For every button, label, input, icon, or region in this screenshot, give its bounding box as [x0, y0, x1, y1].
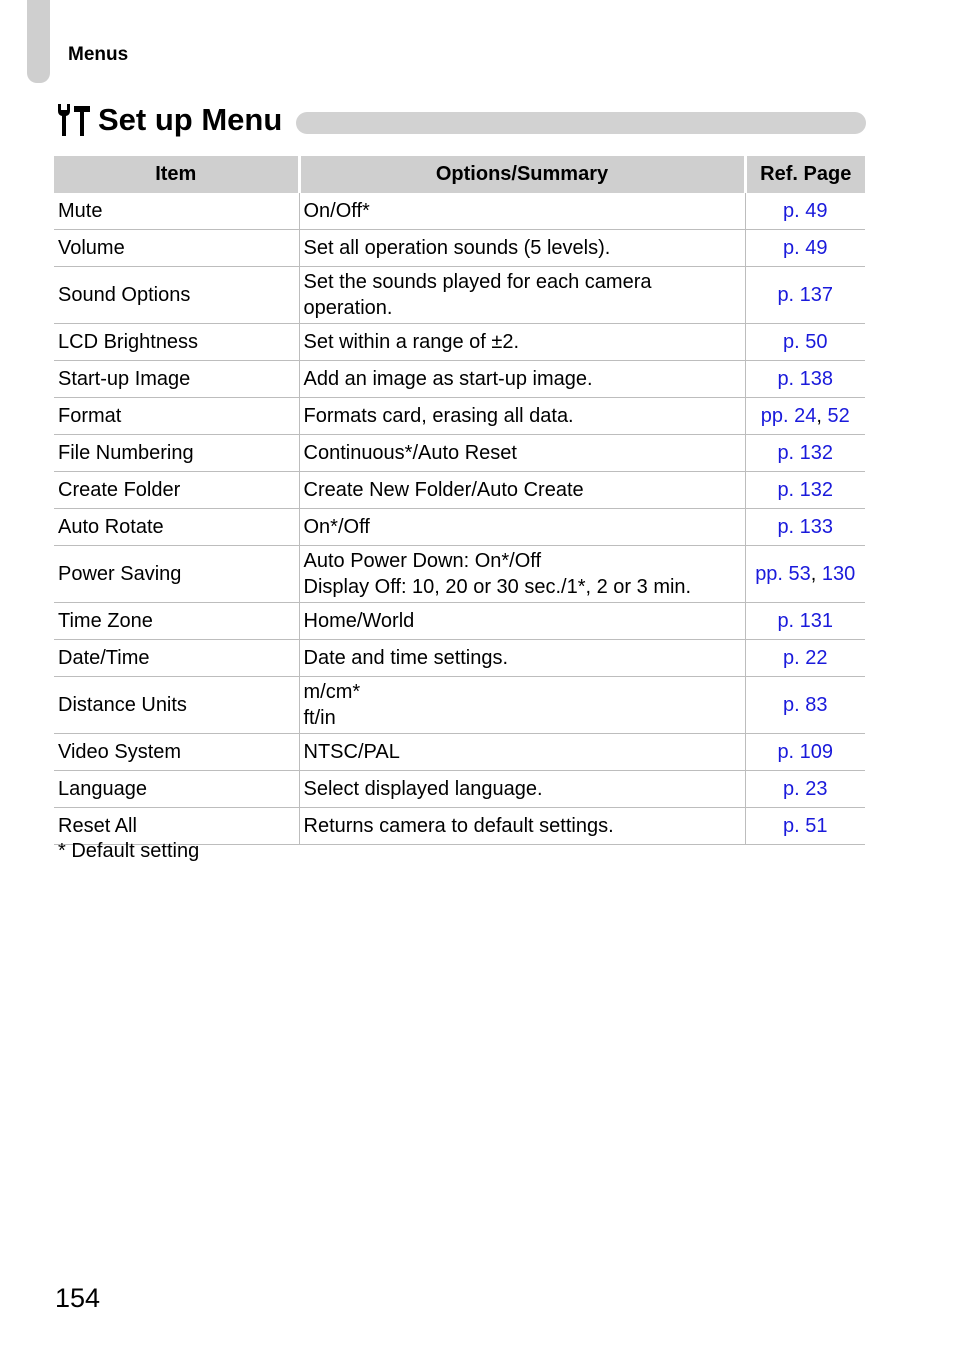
- item-cell: File Numbering: [54, 435, 299, 472]
- table-row: [54, 267, 865, 324]
- table-row: [54, 677, 865, 734]
- ref-page-cell: [745, 472, 865, 509]
- page-reference-link[interactable]: p. 138: [777, 368, 834, 390]
- section-label: Menus: [68, 44, 129, 65]
- summary-cell: [299, 230, 745, 267]
- ref-page-cell: [745, 603, 865, 640]
- item-cell: Power Saving: [54, 546, 299, 603]
- column-header-options: Options/Summary: [299, 156, 745, 193]
- summary-line: Home/World: [303, 610, 415, 632]
- page-reference-link[interactable]: p. 131: [777, 610, 834, 632]
- summary-line: On*/Off: [303, 516, 370, 538]
- summary-line: Set all operation sounds (5 levels).: [303, 237, 611, 259]
- column-header-ref-page: Ref. Page: [745, 156, 865, 193]
- page-reference-link[interactable]: p. 137: [777, 284, 834, 306]
- table-row: [54, 193, 865, 230]
- footnote: * Default setting: [58, 840, 200, 862]
- table-row: [54, 398, 865, 435]
- ref-page-cell: [745, 546, 865, 603]
- ref-page-cell: [745, 324, 865, 361]
- item-cell: Language: [54, 771, 299, 808]
- item-cell: Time Zone: [54, 603, 299, 640]
- item-cell: Date/Time: [54, 640, 299, 677]
- table-row: [54, 435, 865, 472]
- table-row: [54, 472, 865, 509]
- summary-cell: [299, 734, 745, 771]
- ref-page-cell: [745, 677, 865, 734]
- ref-separator: ,: [816, 405, 828, 427]
- summary-cell: [299, 509, 745, 546]
- summary-cell: [299, 324, 745, 361]
- item-cell: Video System: [54, 734, 299, 771]
- page-reference-link[interactable]: 130: [821, 563, 856, 585]
- page-number: 154: [55, 1283, 101, 1313]
- item-cell: LCD Brightness: [54, 324, 299, 361]
- ref-page-cell: [745, 230, 865, 267]
- summary-line: Continuous*/Auto Reset: [303, 442, 517, 464]
- summary-cell: [299, 603, 745, 640]
- summary-line: Returns camera to default settings.: [303, 815, 614, 837]
- summary-line: NTSC/PAL: [303, 741, 400, 763]
- ref-page-cell: [745, 361, 865, 398]
- side-tab-marker: [27, 0, 50, 83]
- item-cell: Volume: [54, 230, 299, 267]
- summary-line: Create New Folder/Auto Create: [303, 479, 584, 501]
- summary-cell: [299, 193, 745, 230]
- page-reference-link[interactable]: pp. 53: [755, 563, 811, 585]
- table-row: [54, 771, 865, 808]
- summary-line: ft/in: [303, 707, 336, 729]
- page-reference-link[interactable]: p. 23: [783, 778, 828, 800]
- summary-line: Formats card, erasing all data.: [303, 405, 574, 427]
- table-row: [54, 640, 865, 677]
- table-row: [54, 361, 865, 398]
- page-reference-link[interactable]: p. 133: [777, 516, 834, 538]
- ref-page-cell: [745, 734, 865, 771]
- summary-cell: [299, 267, 745, 324]
- page-reference-link[interactable]: p. 49: [783, 237, 828, 259]
- item-cell: Create Folder: [54, 472, 299, 509]
- item-cell: Distance Units: [54, 677, 299, 734]
- page-reference-link[interactable]: pp. 24: [760, 405, 817, 427]
- setup-menu-table: [54, 156, 865, 845]
- summary-cell: [299, 640, 745, 677]
- table-row: [54, 230, 865, 267]
- summary-line: On/Off*: [303, 200, 370, 222]
- ref-page-cell: [745, 509, 865, 546]
- summary-line: Display Off: 10, 20 or 30 sec./1*, 2 or 3 min.: [303, 576, 692, 598]
- page-reference-link[interactable]: p. 132: [777, 479, 834, 501]
- summary-line: Add an image as start-up image.: [303, 368, 593, 390]
- item-cell: Sound Options: [54, 267, 299, 324]
- page-reference-link[interactable]: p. 109: [777, 741, 834, 763]
- summary-cell: [299, 472, 745, 509]
- summary-line: Select displayed language.: [303, 778, 543, 800]
- page-reference-link[interactable]: p. 49: [783, 200, 828, 222]
- summary-line: operation.: [303, 297, 393, 319]
- summary-line: Set within a range of ±2.: [303, 331, 520, 353]
- summary-line: Date and time settings.: [303, 647, 509, 669]
- page-reference-link[interactable]: 52: [827, 405, 850, 427]
- wrench-hammer-icon: [54, 102, 92, 138]
- ref-page-cell: [745, 640, 865, 677]
- page-reference-link[interactable]: p. 132: [777, 442, 834, 464]
- ref-page-cell: [745, 193, 865, 230]
- item-cell: Format: [54, 398, 299, 435]
- page-reference-link[interactable]: p. 51: [783, 815, 828, 837]
- ref-separator: ,: [810, 563, 822, 585]
- summary-cell: [299, 398, 745, 435]
- ref-page-cell: [745, 808, 865, 845]
- page-reference-link[interactable]: p. 22: [783, 647, 828, 669]
- ref-page-cell: [745, 771, 865, 808]
- ref-page-cell: [745, 267, 865, 324]
- summary-line: m/cm*: [303, 681, 361, 703]
- item-cell: Mute: [54, 193, 299, 230]
- summary-cell: [299, 677, 745, 734]
- summary-cell: [299, 771, 745, 808]
- summary-line: Auto Power Down: On*/Off: [303, 550, 542, 572]
- table-row: [54, 509, 865, 546]
- title-decor-bar: [296, 112, 866, 134]
- ref-page-cell: [745, 435, 865, 472]
- item-cell: Auto Rotate: [54, 509, 299, 546]
- page-reference-link[interactable]: p. 50: [783, 331, 828, 353]
- page-title-row: [54, 100, 866, 140]
- summary-cell: [299, 808, 745, 845]
- table-row: [54, 808, 865, 845]
- table-row: [54, 734, 865, 771]
- summary-cell: [299, 361, 745, 398]
- page-title: Set up Menu: [98, 102, 283, 137]
- column-header-item: Item: [54, 156, 299, 193]
- ref-page-cell: [745, 398, 865, 435]
- item-cell: Start-up Image: [54, 361, 299, 398]
- table-row: [54, 546, 865, 603]
- summary-line: Set the sounds played for each camera: [303, 271, 652, 293]
- summary-cell: [299, 435, 745, 472]
- table-row: [54, 603, 865, 640]
- table-row: [54, 324, 865, 361]
- item-cell: Reset All: [54, 808, 299, 845]
- summary-cell: [299, 546, 745, 603]
- page-reference-link[interactable]: p. 83: [783, 694, 828, 716]
